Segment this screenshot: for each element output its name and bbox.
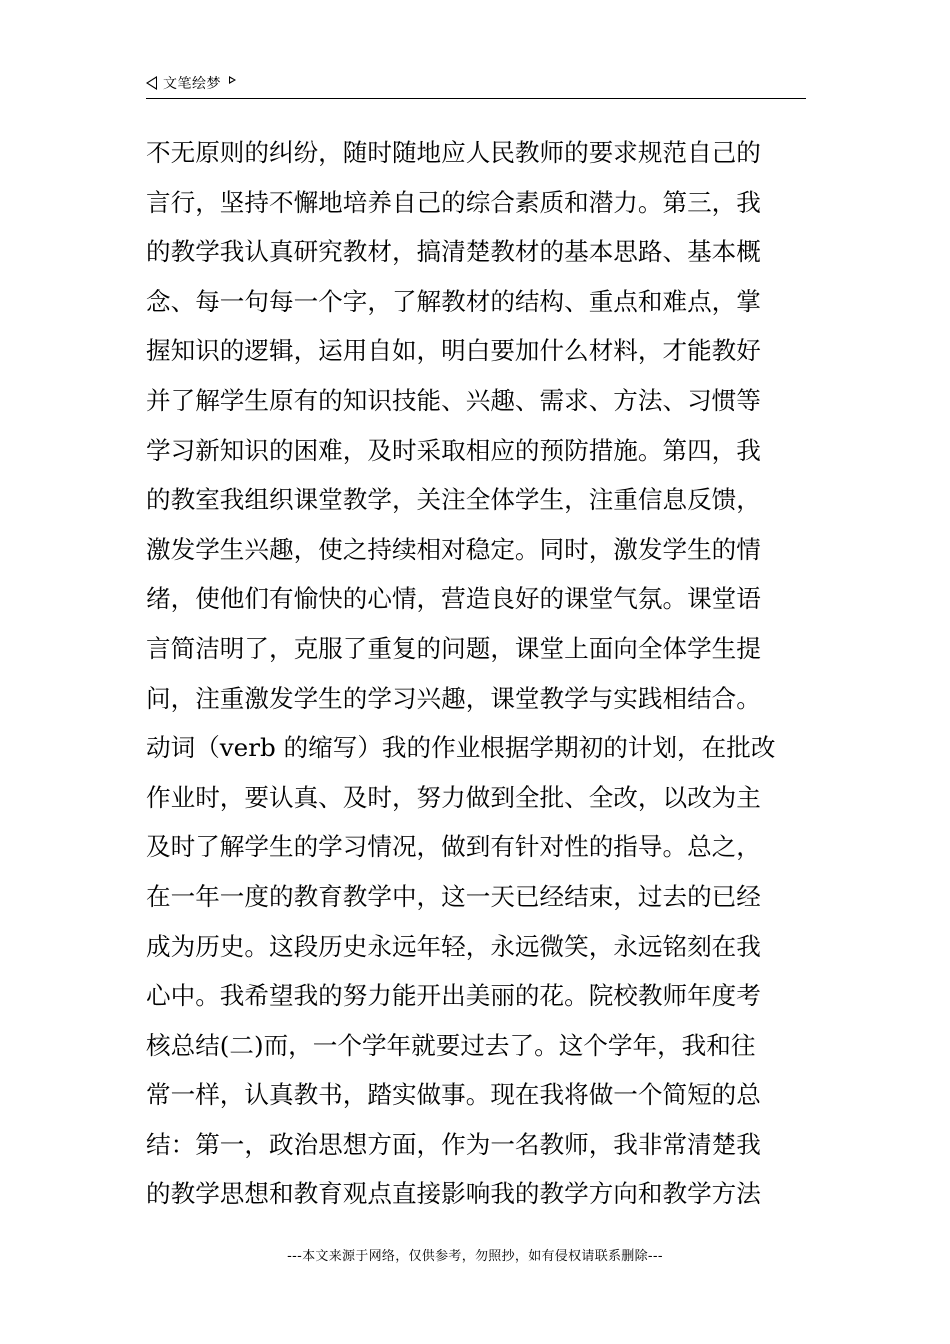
text-line: 常一样，认真教书，踏实做事。现在我将做一个简短的总 [146,1080,761,1110]
text-line: 言行，坚持不懈地培养自己的综合素质和潜力。第三，我 [146,187,761,217]
text-line: 结：第一，政治思想方面，作为一名教师，我非常清楚我 [146,1129,761,1159]
text-line: 不无原则的纠纷，随时随地应人民教师的要求规范自己的 [146,138,761,167]
text-line: 的教室我组织课堂教学，关注全体学生，注重信息反馈， [146,485,761,515]
text-line: 并了解学生原有的知识技能、兴趣、需求、方法、习惯等 [146,385,761,415]
text-line: 的教学我认真研究教材，搞清楚教材的基本思路、基本概 [146,237,761,267]
header-brand [146,73,236,93]
text-line: 握知识的逻辑，运用自如，明白要加什么材料，才能教好 [146,336,761,366]
text-line: 激发学生兴趣，使之持续相对稳定。同时，激发学生的情 [146,534,761,564]
text-line: 及时了解学生的学习情况，做到有针对性的指导。总之， [146,832,761,862]
triangle-left-icon [146,76,157,90]
triangle-right-icon [229,76,236,84]
footer-notice: ---本文来源于网络，仅供参考，勿照抄，如有侵权请联系删除--- [287,1249,663,1264]
text-line: 言简洁明了，克服了重复的问题，课堂上面向全体学生提 [146,633,761,663]
text-line: 学习新知识的困难，及时采取相应的预防措施。第四，我 [146,435,761,465]
text-line: 念、每一句每一个字，了解教材的结构、重点和难点，掌 [146,286,761,316]
text-line: 问，注重激发学生的学习兴趣，课堂教学与实践相结合。 [146,683,761,713]
text-line: 作业时，要认真、及时，努力做到全批、全改，以改为主 [146,782,761,812]
text-line: 的教学思想和教育观点直接影响我的教学方向和教学方法 [146,1179,761,1209]
text-line: 核总结(二)而，一个学年就要过去了。这个学年，我和往 [146,1030,756,1060]
text-line: 心中。我希望我的努力能开出美丽的花。院校教师年度考 [146,981,761,1011]
text-line: 成为历史。这段历史永远年轻，永远微笑，永远铭刻在我 [146,931,761,961]
text-line: 在一年一度的教育教学中，这一天已经结束，过去的已经 [146,881,761,911]
text-line: 动词（verb 的缩写）我的作业根据学期初的计划，在批改 [146,733,776,763]
text-line: 绪，使他们有愉快的心情，营造良好的课堂气氛。课堂语 [146,584,761,614]
header-title: 文笔绘梦 [163,76,221,92]
page-header [146,72,806,99]
document-body [146,128,806,1219]
